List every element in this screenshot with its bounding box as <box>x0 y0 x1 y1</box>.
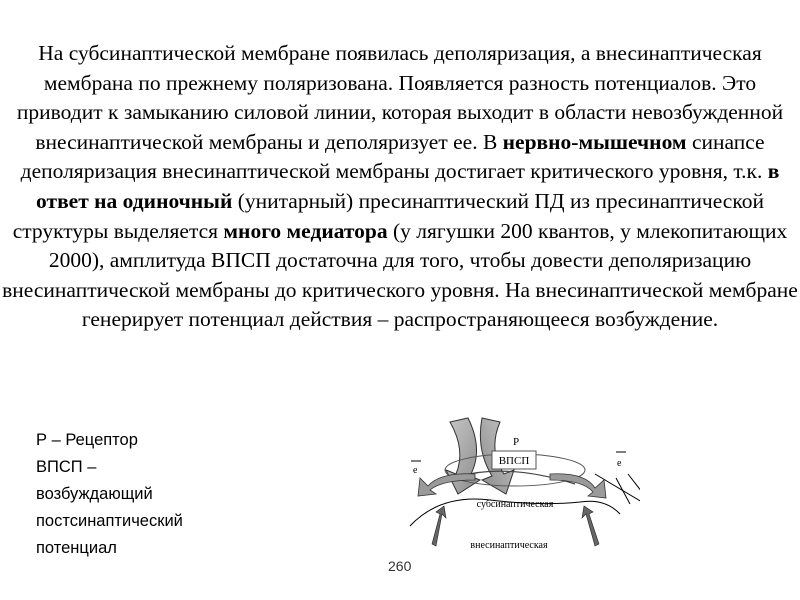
right-small-arrow <box>582 506 599 546</box>
charge-left-label: е <box>413 465 418 476</box>
left-small-arrow <box>432 506 446 546</box>
synapse-diagram <box>380 414 640 564</box>
left-current-arrow <box>446 418 480 494</box>
extrasynaptic-label: внесинаптическая <box>470 540 548 551</box>
hatch-mark <box>616 478 630 504</box>
main-paragraph <box>0 39 800 335</box>
epsp-label: ВПСП <box>498 455 530 467</box>
receptor-label: Р <box>512 436 520 448</box>
text-run: На субсинаптической мембране появилась деполяризация, а внесинаптическая мембрана по прежнему поляризована. Появляется разность потенциалов. Это приводит к замыканию силовой линии, которая выходит в области невозбужденной внесинаптической мембраны и деполяризует ее. В <box>16 41 784 154</box>
hatch-mark <box>628 474 640 492</box>
text-run: синапсе деполяризация внесинаптической мембраны достигает критического уровня, т.к. <box>20 129 768 184</box>
text-run: (у лягушки 200 квантов, у млекопитающих 2000), амплитуда ВПСП достаточна для того, чтобы довести деполяризацию внесинаптической мембраны до критического уровня. На внесинаптической мембране генерирует потенциал действия – распространяющееся возбуждение. <box>2 218 798 332</box>
legend-line: постсинаптический <box>36 512 183 530</box>
legend-line: Р – Рецептор <box>36 431 138 449</box>
page-number: 260 <box>388 558 412 574</box>
bold-text: в ответ на одиночный <box>36 159 780 213</box>
bold-text: нервно-мышечном <box>502 129 687 154</box>
bold-text: много медиатора <box>223 218 388 243</box>
legend-line: возбуждающий <box>36 485 153 503</box>
charge-right-label: е <box>617 458 622 469</box>
legend-line: потенциал <box>36 539 117 557</box>
legend <box>36 427 276 562</box>
right-loop-arrow <box>550 474 606 498</box>
text-run: (унитарный) пресинаптический ПД из пресинаптической структуры выделяется <box>12 188 764 243</box>
legend-line: ВПСП – <box>36 458 97 476</box>
subsynaptic-label: субсинаптическая <box>476 499 554 510</box>
